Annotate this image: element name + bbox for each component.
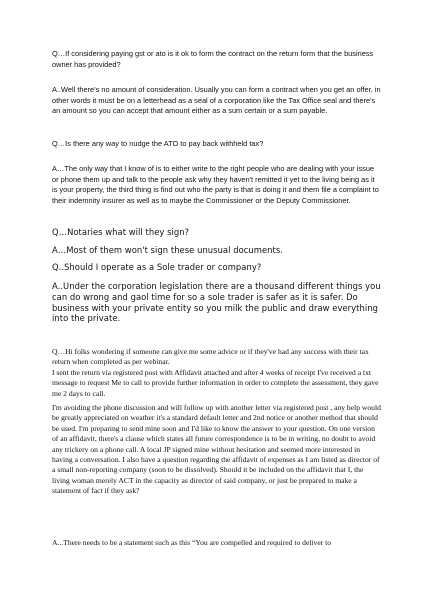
answer-withheld-tax: A…The only way that I know of is to either write to the right people who are dealing with your issue or phone them up and talk to the people ask why they haven't remitted it yet to the living being as it is your property, the third thing is find out who the party is that is doing it and them file a complaint to their indemnity insurer as well as to maybe the Commissioner or the Deputy Commissioner. [52,164,379,205]
question-notaries: Q…Notaries what will they sign? [52,227,190,237]
question-withheld-tax: Q…Is there any way to nudge the ATO to pay back withheld tax? [52,139,264,148]
question-gst-contract: Q…If considering paying gst or ato is it ok to form the contract on the return form that the business owner has provided? [52,49,374,69]
question-sole-trader: Q..Should I operate as a Sole trader or company? [52,262,262,272]
question-tax-return: Q…Hi folks wondering if someone can give me some advice or if they've had any success with their tax return when completed as per webinar. I sent the return via registered post with Affidavit attached and after 4 weeks of receipt I've received a txt message to request Me to call to provide further information in order to complete the assessment, they gave me 2 days to call. [52,347,379,398]
answer-gst-contract: A..Well there's no amount of consideration. Usually you can form a contract when you get an offer, in other words it must be on a letterhead as a seal of a corporation like the Tax Office seal and there's an amount so you can accept that amount either as a sum certain or a sum payable. [52,85,381,116]
paragraph-phone-discussion: I'm avoiding the phone discussion and will follow up with another letter via registered post , any help would be greatly appreciated on weather it's a standard default letter and 2nd notice or another method that should be used. I'm preparing to send mine soon and I'd like to know the answer to your question. On one version of an affidavit, there's a clause which states all future correspondence is to be in writing, no doubt to avoid any trickery on a phone call. A local JP signed mine without hesitation and seemed more interested in having a conversation. I also have a question regarding the affidavit of expenses as I am listed as director of a small non-reporting company (soon to be dissolved). Should it be included on the affidavit that I, the living woman merely ACT in the capacity as director of said company, or just be prepared to make a statement of fact if they ask? [52,403,381,496]
answer-statement: A...There needs to be a statement such as this “You are compelled and required to deliver to [52,538,332,547]
answer-sole-trader: A..Under the corporation legislation there are a thousand different things you can do wrong and gaol time for so a sole trader is safer as it is safer. Do business with your private entity so you milk the public and draw everything into the private. [52,281,381,324]
answer-notaries: A…Most of them won't sign these unusual documents. [52,245,283,255]
